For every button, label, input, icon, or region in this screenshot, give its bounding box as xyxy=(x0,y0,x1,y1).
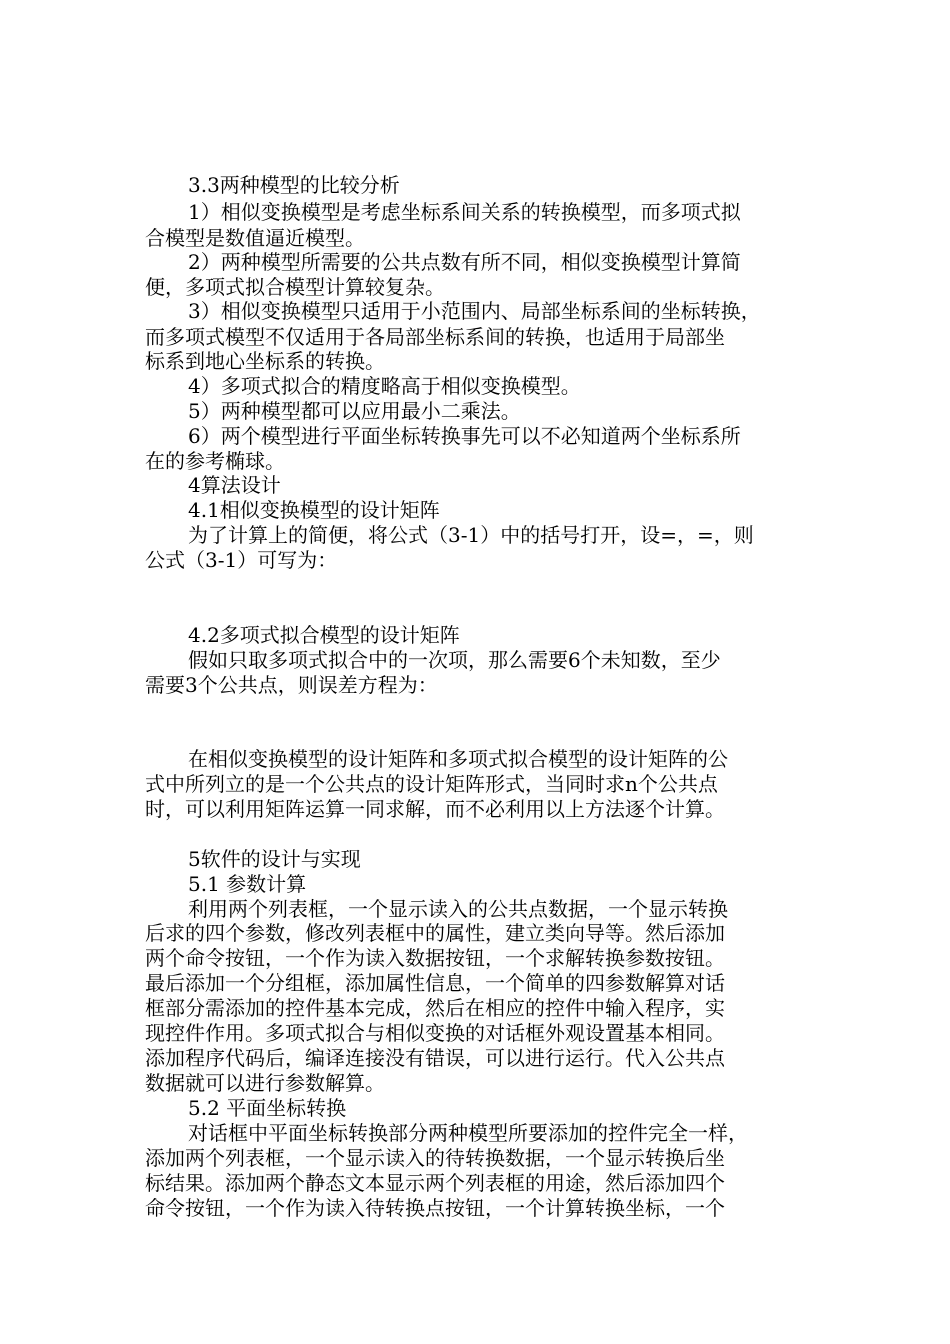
paragraph-line: 便，多项式拟合模型计算较复杂。 xyxy=(145,275,445,299)
paragraph-line: 而多项式模型不仅适用于各局部坐标系间的转换，也适用于局部坐 xyxy=(145,325,725,349)
section-heading-4-2: 4.2多项式拟合模型的设计矩阵 xyxy=(188,623,460,647)
section-heading-5: 5软件的设计与实现 xyxy=(188,847,361,871)
paragraph-line: 2）两种模型所需要的公共点数有所不同，相似变换模型计算简 xyxy=(188,250,741,274)
section-heading-5-1: 5.1 参数计算 xyxy=(188,872,307,896)
paragraph-line: 命令按钮，一个作为读入待转换点按钮，一个计算转换坐标，一个 xyxy=(145,1196,725,1220)
paragraph-line: 3）相似变换模型只适用于小范围内、局部坐标系间的坐标转换， xyxy=(188,299,761,323)
paragraph-line: 对话框中平面坐标转换部分两种模型所要添加的控件完全一样， xyxy=(188,1121,748,1145)
section-heading-5-2: 5.2 平面坐标转换 xyxy=(188,1096,347,1120)
paragraph-line: 添加两个列表框，一个显示读入的待转换数据，一个显示转换后坐 xyxy=(145,1146,725,1170)
paragraph-line: 添加程序代码后，编译连接没有错误，可以进行运行。代入公共点 xyxy=(145,1046,725,1070)
paragraph-line: 数据就可以进行参数解算。 xyxy=(145,1071,385,1095)
paragraph-line: 为了计算上的简便，将公式（3-1）中的括号打开，设=，=，则 xyxy=(188,523,754,547)
paragraph-line: 需要3个公共点，则误差方程为： xyxy=(145,673,438,697)
paragraph-line: 利用两个列表框，一个显示读入的公共点数据，一个显示转换 xyxy=(188,897,728,921)
paragraph-line: 6）两个模型进行平面坐标转换事先可以不必知道两个坐标系所 xyxy=(188,424,741,448)
paragraph-line: 合模型是数值逼近模型。 xyxy=(145,226,365,250)
paragraph-line: 时，可以利用矩阵运算一同求解，而不必利用以上方法逐个计算。 xyxy=(145,797,725,821)
paragraph-line: 假如只取多项式拟合中的一次项，那么需要6个未知数，至少 xyxy=(188,648,721,672)
section-heading-4-1: 4.1相似变换模型的设计矩阵 xyxy=(188,498,440,522)
paragraph-line: 标系到地心坐标系的转换。 xyxy=(145,349,385,373)
paragraph-line: 最后添加一个分组框，添加属性信息，一个简单的四参数解算对话 xyxy=(145,971,725,995)
paragraph-line: 1）相似变换模型是考虑坐标系间关系的转换模型，而多项式拟 xyxy=(188,200,741,224)
paragraph-line: 两个命令按钮，一个作为读入数据按钮，一个求解转换参数按钮。 xyxy=(145,946,725,970)
section-heading-3-3: 3.3两种模型的比较分析 xyxy=(188,173,400,197)
paragraph-line: 在的参考椭球。 xyxy=(145,449,285,473)
section-heading-4: 4算法设计 xyxy=(188,473,281,497)
paragraph-line: 4）多项式拟合的精度略高于相似变换模型。 xyxy=(188,374,581,398)
paragraph-line: 后求的四个参数，修改列表框中的属性，建立类向导等。然后添加 xyxy=(145,921,725,945)
paragraph-line: 在相似变换模型的设计矩阵和多项式拟合模型的设计矩阵的公 xyxy=(188,747,728,771)
paragraph-line: 框部分需添加的控件基本完成，然后在相应的控件中输入程序，实 xyxy=(145,996,725,1020)
paragraph-line: 现控件作用。多项式拟合与相似变换的对话框外观设置基本相同。 xyxy=(145,1021,725,1045)
paragraph-line: 式中所列立的是一个公共点的设计矩阵形式，当同时求n个公共点 xyxy=(145,772,718,796)
paragraph-line: 公式（3-1）可写为： xyxy=(145,548,338,572)
paragraph-line: 5）两种模型都可以应用最小二乘法。 xyxy=(188,399,521,423)
paragraph-line: 标结果。添加两个静态文本显示两个列表框的用途，然后添加四个 xyxy=(145,1171,725,1195)
